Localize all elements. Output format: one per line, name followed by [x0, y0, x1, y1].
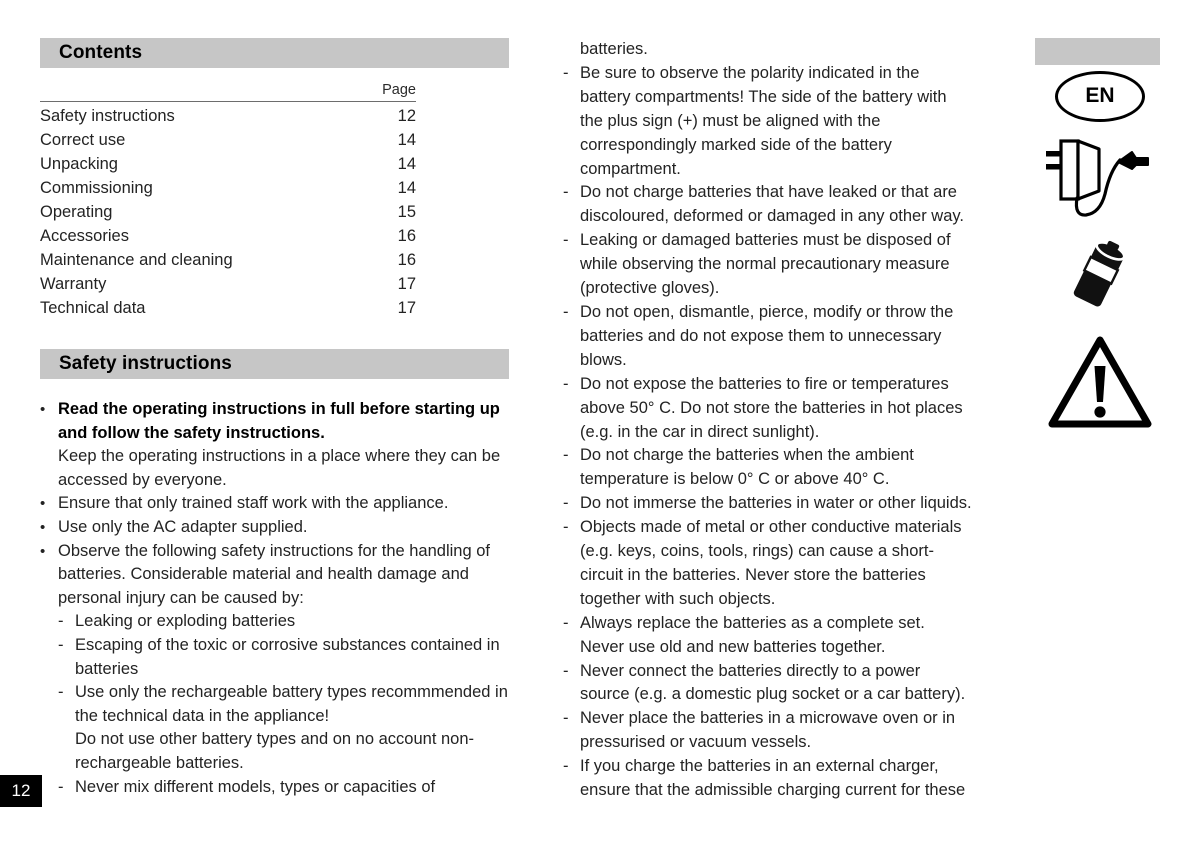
- safety-heading-bar: [40, 349, 509, 379]
- toc-row[interactable]: [40, 128, 416, 152]
- dash-marker: -: [58, 777, 64, 796]
- bullet-marker: •: [40, 518, 46, 536]
- icon-rail: [1035, 38, 1165, 441]
- list-item: [563, 707, 973, 755]
- battery-illustration: [1035, 231, 1165, 323]
- list-item: [563, 492, 973, 516]
- contents-heading: Contents: [59, 42, 143, 63]
- safety-text-trained-staff: Ensure that only trained staff work with the appliance.: [58, 494, 449, 513]
- list-item: [563, 181, 973, 229]
- list-item: [40, 398, 522, 492]
- safety-text-sub-mix-cont: batteries.: [580, 40, 648, 58]
- list-item: [40, 492, 522, 516]
- toc-row[interactable]: [40, 200, 416, 224]
- language-badge: [1035, 65, 1165, 127]
- battery-icon: [1057, 239, 1143, 315]
- ac-adapter-icon: [1044, 136, 1156, 222]
- safety-text-polarity: Be sure to observe the polarity indicated in the battery compartments! The side of the battery with the plus sign (+) must be aligned with the correspondingly marked side of the battery compartment.: [580, 63, 947, 178]
- warning-triangle-icon: [1048, 334, 1152, 430]
- safety-text-observe-intro: Observe the following safety instructions for the handling of batteries. Considerable material and health damage and personal injury can be caused by:: [58, 541, 490, 607]
- toc-page-column-header: Page: [382, 82, 416, 98]
- dash-marker: -: [563, 231, 569, 250]
- safety-text-ambient-temp: Do not charge the batteries when the ambient temperature is below 0° C or above 40° C.: [580, 446, 914, 489]
- dash-marker: -: [563, 757, 569, 776]
- list-item: [563, 516, 973, 612]
- list-item: [40, 516, 522, 540]
- page-number-tab: [0, 775, 42, 807]
- list-item: [563, 62, 973, 182]
- language-oval: [1055, 71, 1145, 122]
- safety-text-disposal: Leaking or damaged batteries must be disposed of while observing the normal precautionary measure (protective gloves).: [580, 231, 951, 298]
- toc-row[interactable]: [40, 296, 416, 320]
- safety-text-sub-mix: Never mix different models, types or capacities of: [75, 777, 436, 796]
- toc-entry-page: 17: [397, 275, 416, 293]
- toc-entry-label: Maintenance and cleaning: [40, 251, 233, 269]
- language-code: EN: [1085, 84, 1115, 107]
- toc-row[interactable]: [40, 224, 416, 248]
- toc-row[interactable]: [40, 272, 416, 296]
- list-item: [40, 634, 522, 681]
- list-item: [563, 301, 973, 373]
- toc-entry-page: 15: [397, 203, 416, 221]
- dash-marker: -: [563, 63, 569, 82]
- toc-entry-label: Correct use: [40, 131, 126, 149]
- list-item: [40, 681, 522, 775]
- safety-list-left: [40, 398, 522, 799]
- safety-text-external-charger: If you charge the batteries in an external charger, ensure that the admissible charging current for these: [580, 757, 966, 800]
- safety-text-metal-objects: Objects made of metal or other conductive materials (e.g. keys, coins, tools, rings) can cause a short-circuit in the batteries. Never store the batteries together with such objects.: [580, 518, 962, 608]
- dash-marker: -: [563, 446, 569, 465]
- toc-entry-label: Technical data: [40, 299, 146, 317]
- list-item: [563, 612, 973, 660]
- safety-text-sub-types: Use only the rechargeable battery types recommmended in the technical data in the appliance!: [75, 683, 508, 725]
- bullet-marker: •: [40, 401, 46, 418]
- toc-entry-label: Accessories: [40, 227, 129, 245]
- rail-heading-bar: [1035, 38, 1160, 65]
- toc-row[interactable]: [40, 152, 416, 176]
- dash-marker: -: [58, 612, 64, 631]
- toc-row[interactable]: [40, 176, 416, 200]
- dash-marker: -: [563, 302, 569, 321]
- safety-text-no-charge-damaged: Do not charge batteries that have leaked or that are discoloured, deformed or damaged in any other way.: [580, 183, 964, 226]
- toc-entry-label: Operating: [40, 203, 113, 221]
- toc-entry-page: 16: [397, 227, 416, 245]
- safety-heading: Safety instructions: [59, 353, 232, 374]
- dash-marker: -: [563, 661, 569, 680]
- dash-marker: -: [563, 374, 569, 393]
- safety-text-sub-types-cont: Do not use other battery types and on no account non-rechargeable batteries.: [75, 730, 475, 772]
- toc-row[interactable]: [40, 104, 416, 128]
- list-item: [563, 373, 973, 445]
- safety-text-sub-escaping: Escaping of the toxic or corrosive substances contained in batteries: [75, 635, 500, 678]
- dash-marker: -: [563, 613, 569, 632]
- toc-entry-label: Commissioning: [40, 179, 153, 197]
- safety-text-no-immerse: Do not immerse the batteries in water or other liquids.: [580, 494, 972, 513]
- toc-entry-label: Unpacking: [40, 155, 118, 173]
- warning-illustration: [1035, 323, 1165, 441]
- toc-entry-page: 16: [397, 251, 416, 269]
- toc-entry-page: 14: [397, 131, 416, 149]
- dash-marker: -: [58, 635, 64, 654]
- safety-text-read-bold: Read the operating instructions in full before starting up and follow the safety instructions.: [58, 400, 500, 442]
- dash-marker: -: [563, 494, 569, 513]
- safety-text-no-microwave: Never place the batteries in a microwave oven or in pressurised or vacuum vessels.: [580, 709, 956, 752]
- toc-row[interactable]: [40, 248, 416, 272]
- safety-text-no-fire: Do not expose the batteries to fire or temperatures above 50° C. Do not store the batteries in hot places (e.g. in the car in direct sunlight).: [580, 374, 963, 441]
- toc-entry-label: Safety instructions: [40, 107, 175, 125]
- list-item: [40, 776, 522, 800]
- ac-adapter-illustration: [1035, 127, 1165, 231]
- dash-marker: -: [563, 518, 569, 537]
- safety-text-no-open: Do not open, dismantle, pierce, modify or throw the batteries and do not expose them to unnecessary blows.: [580, 302, 954, 369]
- safety-text-read-rest: Keep the operating instructions in a place where they can be accessed by everyone.: [58, 447, 501, 489]
- safety-text-ac-adapter: Use only the AC adapter supplied.: [58, 517, 308, 536]
- bullet-marker: •: [40, 495, 46, 513]
- list-item: [563, 444, 973, 492]
- toc-divider: [40, 101, 416, 102]
- list-item: [563, 660, 973, 708]
- dash-marker: -: [58, 683, 64, 702]
- toc-entry-page: 17: [397, 299, 416, 317]
- table-of-contents: [40, 82, 416, 320]
- list-item: [563, 229, 973, 301]
- list-item: [563, 755, 973, 803]
- page-number: 12: [11, 781, 31, 800]
- dash-marker: -: [563, 183, 569, 202]
- safety-text-complete-set: Always replace the batteries as a complete set. Never use old and new batteries together.: [580, 613, 925, 656]
- contents-heading-bar: [40, 38, 509, 68]
- bullet-marker: •: [40, 542, 46, 560]
- toc-entry-label: Warranty: [40, 275, 107, 293]
- toc-entry-page: 14: [397, 179, 416, 197]
- dash-marker: -: [563, 709, 569, 728]
- safety-text-no-direct-power: Never connect the batteries directly to a power source (e.g. a domestic plug socket or a car battery).: [580, 661, 966, 704]
- safety-text-sub-leaking: Leaking or exploding batteries: [75, 612, 296, 631]
- list-item: [40, 540, 522, 611]
- toc-entry-page: 12: [397, 107, 416, 125]
- toc-entry-page: 14: [397, 155, 416, 173]
- list-item: [40, 610, 522, 634]
- safety-list-right: [563, 38, 973, 803]
